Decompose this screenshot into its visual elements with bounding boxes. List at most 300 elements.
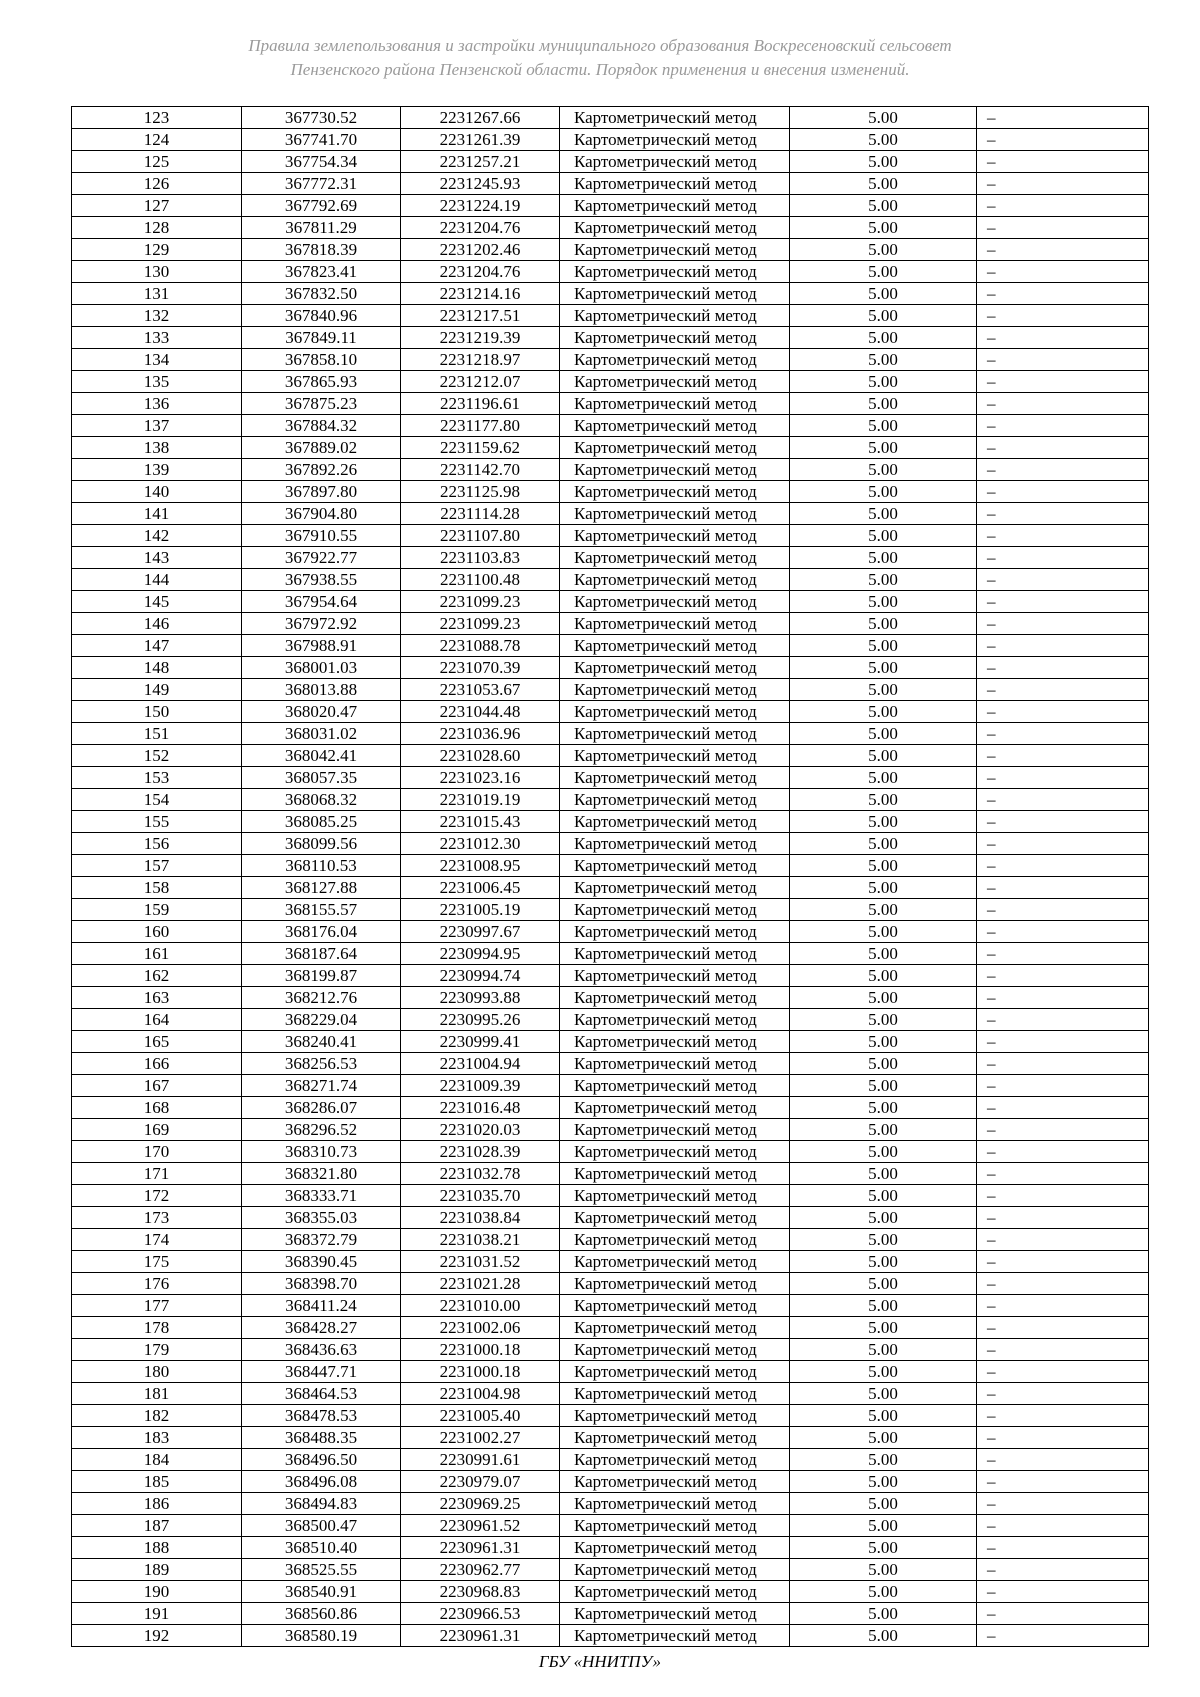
point-number-cell: 187 xyxy=(72,1515,242,1537)
y-coordinate-cell: 2231103.83 xyxy=(401,547,560,569)
point-number-cell: 147 xyxy=(72,635,242,657)
y-coordinate-cell: 2231099.23 xyxy=(401,613,560,635)
accuracy-cell: 5.00 xyxy=(790,1295,977,1317)
note-cell: – xyxy=(977,415,1149,437)
y-coordinate-cell: 2231224.19 xyxy=(401,195,560,217)
point-number-cell: 143 xyxy=(72,547,242,569)
x-coordinate-cell: 368321.80 xyxy=(242,1163,401,1185)
method-cell: Картометрический метод xyxy=(560,987,790,1009)
note-cell: – xyxy=(977,657,1149,679)
note-cell: – xyxy=(977,1295,1149,1317)
accuracy-cell: 5.00 xyxy=(790,195,977,217)
x-coordinate-cell: 368199.87 xyxy=(242,965,401,987)
point-number-cell: 140 xyxy=(72,481,242,503)
method-cell: Картометрический метод xyxy=(560,591,790,613)
point-number-cell: 126 xyxy=(72,173,242,195)
note-cell: – xyxy=(977,1251,1149,1273)
method-cell: Картометрический метод xyxy=(560,129,790,151)
x-coordinate-cell: 368496.08 xyxy=(242,1471,401,1493)
accuracy-cell: 5.00 xyxy=(790,217,977,239)
method-cell: Картометрический метод xyxy=(560,1383,790,1405)
note-cell: – xyxy=(977,877,1149,899)
table-row xyxy=(72,745,1149,767)
point-number-cell: 128 xyxy=(72,217,242,239)
note-cell: – xyxy=(977,1097,1149,1119)
method-cell: Картометрический метод xyxy=(560,1339,790,1361)
method-cell: Картометрический метод xyxy=(560,1251,790,1273)
table-row xyxy=(72,1031,1149,1053)
y-coordinate-cell: 2231006.45 xyxy=(401,877,560,899)
method-cell: Картометрический метод xyxy=(560,1273,790,1295)
method-cell: Картометрический метод xyxy=(560,789,790,811)
y-coordinate-cell: 2231004.94 xyxy=(401,1053,560,1075)
x-coordinate-cell: 368560.86 xyxy=(242,1603,401,1625)
method-cell: Картометрический метод xyxy=(560,745,790,767)
note-cell: – xyxy=(977,305,1149,327)
x-coordinate-cell: 368085.25 xyxy=(242,811,401,833)
point-number-cell: 164 xyxy=(72,1009,242,1031)
x-coordinate-cell: 368372.79 xyxy=(242,1229,401,1251)
y-coordinate-cell: 2230999.41 xyxy=(401,1031,560,1053)
accuracy-cell: 5.00 xyxy=(790,1097,977,1119)
y-coordinate-cell: 2230966.53 xyxy=(401,1603,560,1625)
table-row xyxy=(72,217,1149,239)
accuracy-cell: 5.00 xyxy=(790,503,977,525)
method-cell: Картометрический метод xyxy=(560,657,790,679)
point-number-cell: 189 xyxy=(72,1559,242,1581)
x-coordinate-cell: 368286.07 xyxy=(242,1097,401,1119)
method-cell: Картометрический метод xyxy=(560,723,790,745)
accuracy-cell: 5.00 xyxy=(790,1625,977,1647)
method-cell: Картометрический метод xyxy=(560,1559,790,1581)
x-coordinate-cell: 368310.73 xyxy=(242,1141,401,1163)
accuracy-cell: 5.00 xyxy=(790,1141,977,1163)
method-cell: Картометрический метод xyxy=(560,965,790,987)
accuracy-cell: 5.00 xyxy=(790,349,977,371)
x-coordinate-cell: 368510.40 xyxy=(242,1537,401,1559)
accuracy-cell: 5.00 xyxy=(790,811,977,833)
x-coordinate-cell: 368212.76 xyxy=(242,987,401,1009)
accuracy-cell: 5.00 xyxy=(790,701,977,723)
point-number-cell: 176 xyxy=(72,1273,242,1295)
table-row xyxy=(72,151,1149,173)
method-cell: Картометрический метод xyxy=(560,899,790,921)
point-number-cell: 129 xyxy=(72,239,242,261)
note-cell: – xyxy=(977,107,1149,129)
table-row xyxy=(72,1339,1149,1361)
y-coordinate-cell: 2231159.62 xyxy=(401,437,560,459)
y-coordinate-cell: 2231107.80 xyxy=(401,525,560,547)
method-cell: Картометрический метод xyxy=(560,1075,790,1097)
accuracy-cell: 5.00 xyxy=(790,921,977,943)
table-row xyxy=(72,1493,1149,1515)
table-row xyxy=(72,1009,1149,1031)
table-row xyxy=(72,1383,1149,1405)
accuracy-cell: 5.00 xyxy=(790,283,977,305)
point-number-cell: 183 xyxy=(72,1427,242,1449)
accuracy-cell: 5.00 xyxy=(790,415,977,437)
x-coordinate-cell: 367792.69 xyxy=(242,195,401,217)
method-cell: Картометрический метод xyxy=(560,1581,790,1603)
note-cell: – xyxy=(977,987,1149,1009)
table-row xyxy=(72,569,1149,591)
y-coordinate-cell: 2231021.28 xyxy=(401,1273,560,1295)
x-coordinate-cell: 367840.96 xyxy=(242,305,401,327)
note-cell: – xyxy=(977,1053,1149,1075)
note-cell: – xyxy=(977,1229,1149,1251)
x-coordinate-cell: 367922.77 xyxy=(242,547,401,569)
x-coordinate-cell: 368187.64 xyxy=(242,943,401,965)
accuracy-cell: 5.00 xyxy=(790,525,977,547)
note-cell: – xyxy=(977,1339,1149,1361)
x-coordinate-cell: 367741.70 xyxy=(242,129,401,151)
coordinates-table xyxy=(71,106,1149,1647)
note-cell: – xyxy=(977,965,1149,987)
method-cell: Картометрический метод xyxy=(560,1097,790,1119)
point-number-cell: 141 xyxy=(72,503,242,525)
accuracy-cell: 5.00 xyxy=(790,239,977,261)
accuracy-cell: 5.00 xyxy=(790,547,977,569)
y-coordinate-cell: 2230979.07 xyxy=(401,1471,560,1493)
note-cell: – xyxy=(977,855,1149,877)
note-cell: – xyxy=(977,1163,1149,1185)
table-row xyxy=(72,591,1149,613)
accuracy-cell: 5.00 xyxy=(790,569,977,591)
note-cell: – xyxy=(977,1405,1149,1427)
method-cell: Картометрический метод xyxy=(560,1537,790,1559)
accuracy-cell: 5.00 xyxy=(790,1075,977,1097)
y-coordinate-cell: 2230991.61 xyxy=(401,1449,560,1471)
y-coordinate-cell: 2231002.27 xyxy=(401,1427,560,1449)
method-cell: Картометрический метод xyxy=(560,1141,790,1163)
table-row xyxy=(72,1559,1149,1581)
point-number-cell: 123 xyxy=(72,107,242,129)
point-number-cell: 182 xyxy=(72,1405,242,1427)
y-coordinate-cell: 2231035.70 xyxy=(401,1185,560,1207)
table-row xyxy=(72,1097,1149,1119)
x-coordinate-cell: 368447.71 xyxy=(242,1361,401,1383)
y-coordinate-cell: 2231212.07 xyxy=(401,371,560,393)
point-number-cell: 171 xyxy=(72,1163,242,1185)
x-coordinate-cell: 368256.53 xyxy=(242,1053,401,1075)
x-coordinate-cell: 368020.47 xyxy=(242,701,401,723)
x-coordinate-cell: 368110.53 xyxy=(242,855,401,877)
table-row xyxy=(72,459,1149,481)
method-cell: Картометрический метод xyxy=(560,613,790,635)
x-coordinate-cell: 368494.83 xyxy=(242,1493,401,1515)
accuracy-cell: 5.00 xyxy=(790,459,977,481)
note-cell: – xyxy=(977,1185,1149,1207)
note-cell: – xyxy=(977,349,1149,371)
accuracy-cell: 5.00 xyxy=(790,1119,977,1141)
table-row xyxy=(72,1163,1149,1185)
y-coordinate-cell: 2230969.25 xyxy=(401,1493,560,1515)
note-cell: – xyxy=(977,1361,1149,1383)
y-coordinate-cell: 2231204.76 xyxy=(401,217,560,239)
y-coordinate-cell: 2230994.74 xyxy=(401,965,560,987)
y-coordinate-cell: 2230997.67 xyxy=(401,921,560,943)
table-row xyxy=(72,1229,1149,1251)
method-cell: Картометрический метод xyxy=(560,393,790,415)
x-coordinate-cell: 367849.11 xyxy=(242,327,401,349)
accuracy-cell: 5.00 xyxy=(790,767,977,789)
y-coordinate-cell: 2231020.03 xyxy=(401,1119,560,1141)
table-row xyxy=(72,1053,1149,1075)
table-row xyxy=(72,899,1149,921)
method-cell: Картометрический метод xyxy=(560,1625,790,1647)
method-cell: Картометрический метод xyxy=(560,107,790,129)
note-cell: – xyxy=(977,811,1149,833)
point-number-cell: 174 xyxy=(72,1229,242,1251)
method-cell: Картометрический метод xyxy=(560,173,790,195)
accuracy-cell: 5.00 xyxy=(790,393,977,415)
table-row xyxy=(72,877,1149,899)
note-cell: – xyxy=(977,525,1149,547)
point-number-cell: 136 xyxy=(72,393,242,415)
note-cell: – xyxy=(977,283,1149,305)
point-number-cell: 139 xyxy=(72,459,242,481)
x-coordinate-cell: 367832.50 xyxy=(242,283,401,305)
y-coordinate-cell: 2231070.39 xyxy=(401,657,560,679)
note-cell: – xyxy=(977,481,1149,503)
note-cell: – xyxy=(977,1603,1149,1625)
note-cell: – xyxy=(977,789,1149,811)
y-coordinate-cell: 2231267.66 xyxy=(401,107,560,129)
note-cell: – xyxy=(977,1273,1149,1295)
y-coordinate-cell: 2230962.77 xyxy=(401,1559,560,1581)
method-cell: Картометрический метод xyxy=(560,811,790,833)
note-cell: – xyxy=(977,129,1149,151)
table-row xyxy=(72,1251,1149,1273)
y-coordinate-cell: 2231125.98 xyxy=(401,481,560,503)
accuracy-cell: 5.00 xyxy=(790,657,977,679)
note-cell: – xyxy=(977,1427,1149,1449)
note-cell: – xyxy=(977,1471,1149,1493)
note-cell: – xyxy=(977,1515,1149,1537)
method-cell: Картометрический метод xyxy=(560,239,790,261)
table-row xyxy=(72,833,1149,855)
table-row xyxy=(72,1119,1149,1141)
method-cell: Картометрический метод xyxy=(560,1295,790,1317)
x-coordinate-cell: 368127.88 xyxy=(242,877,401,899)
accuracy-cell: 5.00 xyxy=(790,1339,977,1361)
method-cell: Картометрический метод xyxy=(560,1449,790,1471)
y-coordinate-cell: 2231023.16 xyxy=(401,767,560,789)
x-coordinate-cell: 368478.53 xyxy=(242,1405,401,1427)
table-row xyxy=(72,1537,1149,1559)
point-number-cell: 155 xyxy=(72,811,242,833)
y-coordinate-cell: 2231218.97 xyxy=(401,349,560,371)
method-cell: Картометрический метод xyxy=(560,767,790,789)
point-number-cell: 127 xyxy=(72,195,242,217)
accuracy-cell: 5.00 xyxy=(790,1207,977,1229)
method-cell: Картометрический метод xyxy=(560,283,790,305)
y-coordinate-cell: 2231245.93 xyxy=(401,173,560,195)
y-coordinate-cell: 2231005.19 xyxy=(401,899,560,921)
note-cell: – xyxy=(977,393,1149,415)
y-coordinate-cell: 2231100.48 xyxy=(401,569,560,591)
accuracy-cell: 5.00 xyxy=(790,1515,977,1537)
table-row xyxy=(72,1515,1149,1537)
table-row xyxy=(72,129,1149,151)
page-header xyxy=(0,34,1200,82)
note-cell: – xyxy=(977,1383,1149,1405)
y-coordinate-cell: 2231009.39 xyxy=(401,1075,560,1097)
y-coordinate-cell: 2231036.96 xyxy=(401,723,560,745)
y-coordinate-cell: 2231261.39 xyxy=(401,129,560,151)
page-footer: ГБУ «ННИТПУ» xyxy=(538,1652,662,1671)
method-cell: Картометрический метод xyxy=(560,855,790,877)
note-cell: – xyxy=(977,239,1149,261)
y-coordinate-cell: 2231038.84 xyxy=(401,1207,560,1229)
table-row xyxy=(72,1273,1149,1295)
method-cell: Картометрический метод xyxy=(560,261,790,283)
accuracy-cell: 5.00 xyxy=(790,151,977,173)
point-number-cell: 170 xyxy=(72,1141,242,1163)
x-coordinate-cell: 367910.55 xyxy=(242,525,401,547)
note-cell: – xyxy=(977,591,1149,613)
accuracy-cell: 5.00 xyxy=(790,591,977,613)
accuracy-cell: 5.00 xyxy=(790,1537,977,1559)
method-cell: Картометрический метод xyxy=(560,151,790,173)
y-coordinate-cell: 2231032.78 xyxy=(401,1163,560,1185)
accuracy-cell: 5.00 xyxy=(790,1273,977,1295)
point-number-cell: 150 xyxy=(72,701,242,723)
accuracy-cell: 5.00 xyxy=(790,1427,977,1449)
accuracy-cell: 5.00 xyxy=(790,371,977,393)
accuracy-cell: 5.00 xyxy=(790,745,977,767)
y-coordinate-cell: 2230961.31 xyxy=(401,1537,560,1559)
note-cell: – xyxy=(977,833,1149,855)
table-row xyxy=(72,1185,1149,1207)
point-number-cell: 146 xyxy=(72,613,242,635)
table-row xyxy=(72,1317,1149,1339)
x-coordinate-cell: 368271.74 xyxy=(242,1075,401,1097)
method-cell: Картометрический метод xyxy=(560,525,790,547)
point-number-cell: 163 xyxy=(72,987,242,1009)
note-cell: – xyxy=(977,635,1149,657)
x-coordinate-cell: 368390.45 xyxy=(242,1251,401,1273)
y-coordinate-cell: 2231004.98 xyxy=(401,1383,560,1405)
point-number-cell: 156 xyxy=(72,833,242,855)
method-cell: Картометрический метод xyxy=(560,415,790,437)
point-number-cell: 125 xyxy=(72,151,242,173)
method-cell: Картометрический метод xyxy=(560,327,790,349)
point-number-cell: 154 xyxy=(72,789,242,811)
y-coordinate-cell: 2231016.48 xyxy=(401,1097,560,1119)
accuracy-cell: 5.00 xyxy=(790,1163,977,1185)
accuracy-cell: 5.00 xyxy=(790,173,977,195)
accuracy-cell: 5.00 xyxy=(790,437,977,459)
table-row xyxy=(72,481,1149,503)
x-coordinate-cell: 368099.56 xyxy=(242,833,401,855)
table-row xyxy=(72,547,1149,569)
accuracy-cell: 5.00 xyxy=(790,635,977,657)
method-cell: Картометрический метод xyxy=(560,459,790,481)
point-number-cell: 172 xyxy=(72,1185,242,1207)
note-cell: – xyxy=(977,459,1149,481)
method-cell: Картометрический метод xyxy=(560,481,790,503)
method-cell: Картометрический метод xyxy=(560,1163,790,1185)
x-coordinate-cell: 368525.55 xyxy=(242,1559,401,1581)
x-coordinate-cell: 368540.91 xyxy=(242,1581,401,1603)
table-row xyxy=(72,195,1149,217)
point-number-cell: 149 xyxy=(72,679,242,701)
method-cell: Картометрический метод xyxy=(560,1361,790,1383)
accuracy-cell: 5.00 xyxy=(790,1185,977,1207)
accuracy-cell: 5.00 xyxy=(790,789,977,811)
method-cell: Картометрический метод xyxy=(560,195,790,217)
x-coordinate-cell: 367772.31 xyxy=(242,173,401,195)
table-row xyxy=(72,393,1149,415)
method-cell: Картометрический метод xyxy=(560,1207,790,1229)
accuracy-cell: 5.00 xyxy=(790,965,977,987)
x-coordinate-cell: 368155.57 xyxy=(242,899,401,921)
note-cell: – xyxy=(977,679,1149,701)
accuracy-cell: 5.00 xyxy=(790,1559,977,1581)
point-number-cell: 185 xyxy=(72,1471,242,1493)
accuracy-cell: 5.00 xyxy=(790,877,977,899)
point-number-cell: 180 xyxy=(72,1361,242,1383)
accuracy-cell: 5.00 xyxy=(790,1229,977,1251)
note-cell: – xyxy=(977,1581,1149,1603)
note-cell: – xyxy=(977,767,1149,789)
point-number-cell: 132 xyxy=(72,305,242,327)
x-coordinate-cell: 368355.03 xyxy=(242,1207,401,1229)
method-cell: Картометрический метод xyxy=(560,1185,790,1207)
x-coordinate-cell: 367904.80 xyxy=(242,503,401,525)
header-line-1: Правила землепользования и застройки муниципального образования Воскресеновский сельсовет xyxy=(248,36,952,55)
method-cell: Картометрический метод xyxy=(560,1471,790,1493)
y-coordinate-cell: 2231000.18 xyxy=(401,1361,560,1383)
note-cell: – xyxy=(977,151,1149,173)
method-cell: Картометрический метод xyxy=(560,569,790,591)
point-number-cell: 192 xyxy=(72,1625,242,1647)
y-coordinate-cell: 2230968.83 xyxy=(401,1581,560,1603)
method-cell: Картометрический метод xyxy=(560,1317,790,1339)
method-cell: Картометрический метод xyxy=(560,547,790,569)
method-cell: Картометрический метод xyxy=(560,1031,790,1053)
table-row xyxy=(72,613,1149,635)
point-number-cell: 133 xyxy=(72,327,242,349)
accuracy-cell: 5.00 xyxy=(790,1009,977,1031)
method-cell: Картометрический метод xyxy=(560,877,790,899)
point-number-cell: 153 xyxy=(72,767,242,789)
x-coordinate-cell: 367897.80 xyxy=(242,481,401,503)
x-coordinate-cell: 367875.23 xyxy=(242,393,401,415)
accuracy-cell: 5.00 xyxy=(790,107,977,129)
accuracy-cell: 5.00 xyxy=(790,1581,977,1603)
y-coordinate-cell: 2230995.26 xyxy=(401,1009,560,1031)
point-number-cell: 168 xyxy=(72,1097,242,1119)
table-row xyxy=(72,723,1149,745)
point-number-cell: 188 xyxy=(72,1537,242,1559)
note-cell: – xyxy=(977,217,1149,239)
table-row xyxy=(72,679,1149,701)
y-coordinate-cell: 2231202.46 xyxy=(401,239,560,261)
method-cell: Картометрический метод xyxy=(560,1229,790,1251)
x-coordinate-cell: 367865.93 xyxy=(242,371,401,393)
x-coordinate-cell: 368496.50 xyxy=(242,1449,401,1471)
accuracy-cell: 5.00 xyxy=(790,723,977,745)
accuracy-cell: 5.00 xyxy=(790,481,977,503)
point-number-cell: 158 xyxy=(72,877,242,899)
accuracy-cell: 5.00 xyxy=(790,129,977,151)
method-cell: Картометрический метод xyxy=(560,1009,790,1031)
table-row xyxy=(72,987,1149,1009)
method-cell: Картометрический метод xyxy=(560,371,790,393)
point-number-cell: 142 xyxy=(72,525,242,547)
